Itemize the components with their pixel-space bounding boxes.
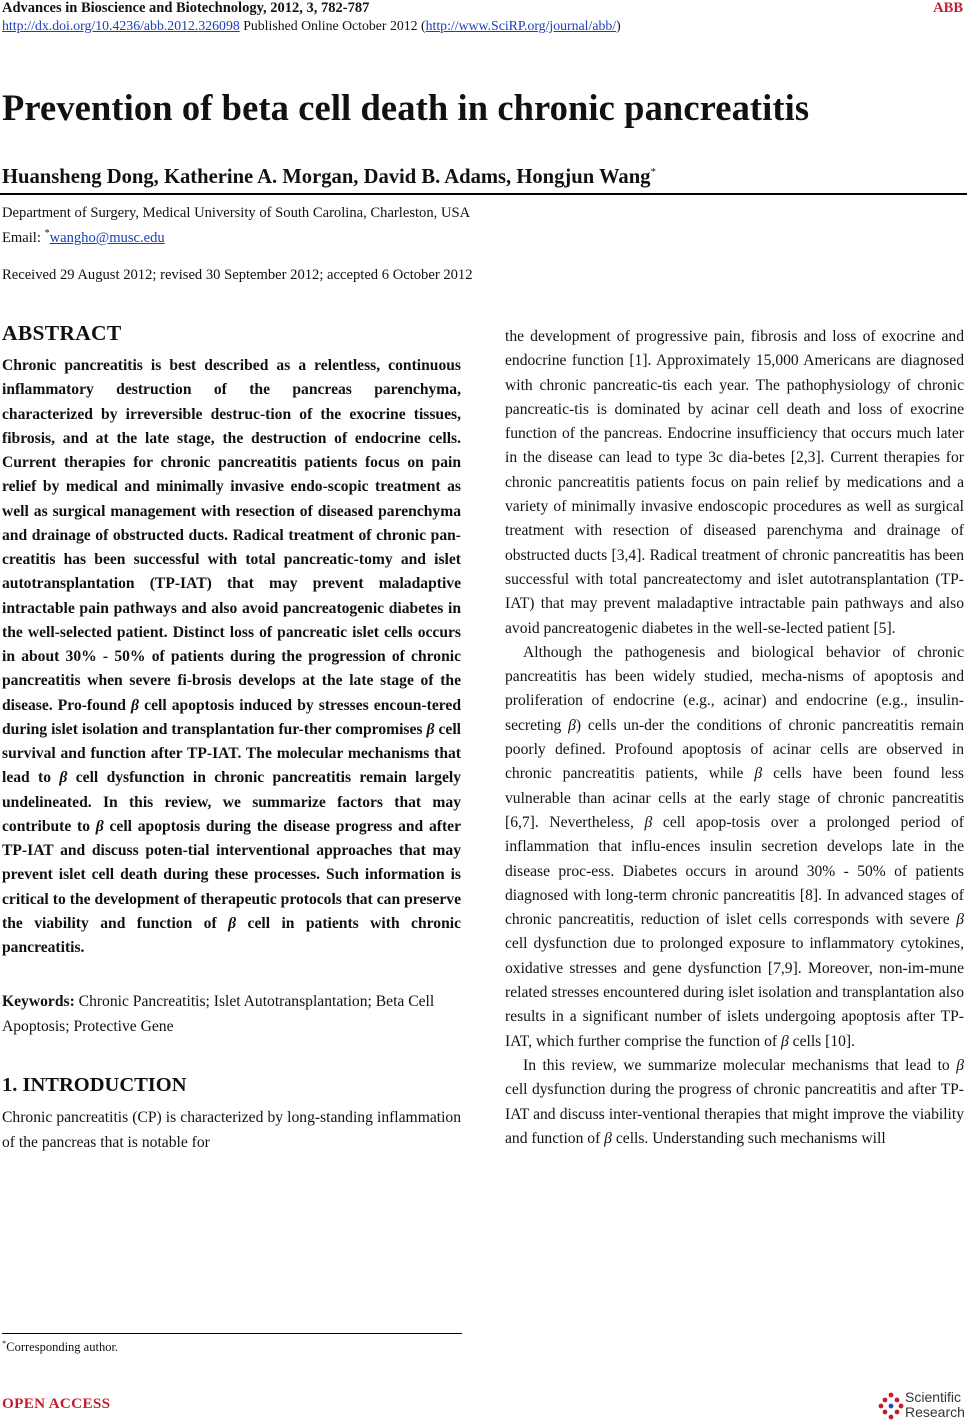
published-text: Published Online October 2012 ( [239, 18, 426, 33]
scientific-research-logo-icon [878, 1392, 904, 1420]
beta-symbol: β [568, 716, 576, 734]
abstract-heading: ABSTRACT [2, 321, 122, 345]
doi-link[interactable]: http://dx.doi.org/10.4236/abb.2012.326098 [2, 18, 240, 33]
beta-symbol: β [956, 1056, 964, 1074]
email-label: Email: [2, 229, 45, 246]
beta-symbol: β [131, 696, 140, 714]
affiliation: Department of Surgery, Medical University of South Carolina, Charleston, USA [2, 205, 471, 221]
beta-symbol: β [604, 1129, 612, 1147]
author-list [2, 166, 656, 189]
author-names: Huansheng Dong, Katherine A. Morgan, David B. Adams, Hongjun Wang [2, 166, 651, 188]
logo-line1: Scientific [905, 1389, 962, 1405]
doi-line [2, 18, 621, 34]
beta-symbol: β [644, 813, 653, 831]
beta-symbol: β [95, 817, 104, 835]
intro-paragraph-2: Although the pathogenesis and biological behavior of chronic pancreatitis has been widely studied, mecha-nisms of apoptosis and proliferation of endocrine (e.g., acinar) and endocrine (e.g., insulin-secreting β) cells un-der the conditions of chronic pancreatitis remain poorly defined. Profound apoptosis of acinar cells are observed in chronic pancreatitis patients, while β cells have been found less vulnerable than acinar cells at the early stage of chronic pancreatitis [6,7]. Nevertheless, β cell apop-tosis over a prolonged period of inflammation that influ-ences insulin secretion develops late in the disease proc-ess. Diabetes occurs in around 30% - 50% of patients diagnosed with long-term chronic pancreatitis [8]. In advanced stages of chronic pancreatitis, reduction of islet cells corresponds with severe β cell dysfunction due to prolonged exposure to inflammatory cytokines, oxidative stresses and gene dysfunction [7,9]. Moreover, non-im-mune related stresses encountered during islet isolation and transplantation also results in a significant number of islets undergoing apoptosis after TP-IAT, which further comprise the function of β cells [10]. [505, 643, 964, 1050]
beta-symbol: β [228, 914, 237, 932]
beta-symbol: β [780, 1032, 789, 1050]
abstract-text: Chronic pancreatitis is best described as a relentless, continuous inflammatory destruction of the pancreas parenchyma, characterized by irreversible destruc-tion of the exocrine tissues, fibrosis, and at the late stage, the destruction of endocrine cells. Current therapies for chronic pancreatitis patients focus on pain relief by medical and minimally invasive endo-scopic treatment as well as surgical management with resection of diseased parenchyma and drainage of obstructed ducts. Radical treatment of chronic pan-creatitis has been successful with total pancreatic-tomy and islet autotransplantation (TP-IAT) that may prevent maladaptive intractable pain pathways and also avoid pancreatogenic diabetes in the well-selected patient. Distinct loss of pancreatic islet cells occurs in about 30% - 50% of patients during the progression of chronic pancreatitis when severe fi-brosis develops at the late stage of the disease. Pro-found β cell apoptosis induced by stresses encoun-tered during islet isolation and transplantation fur-ther compromises β cell survival and function after TP-IAT. The molecular mechanisms that lead to β cell dysfunction in chronic pancreatitis remain largely undelineated. In this review, we summarize factors that may contribute to β cell apoptosis during the disease progress and after TP-IAT and discuss poten-tial interventional approaches that may prevent islet cell death during these processes. Such information is critical to the development of therapeutic protocols that can preserve the viability and function of β cell in patients with chronic pancreatitis. [2, 357, 462, 956]
corresponding-mark: * [650, 166, 656, 179]
beta-symbol: β [426, 720, 435, 738]
footnote-mark: * [2, 1338, 7, 1348]
right-column [505, 325, 964, 1151]
footnote-divider [2, 1333, 462, 1334]
keywords-label: Keywords: [2, 993, 75, 1011]
beta-symbol: β [59, 769, 68, 787]
beta-symbol: β [754, 765, 763, 783]
email-mark: * [44, 228, 50, 239]
keywords [2, 990, 461, 1039]
logo-line2: Research [905, 1404, 965, 1420]
title-divider [0, 193, 967, 195]
logo-text [905, 1390, 965, 1420]
intro-paragraph-cont: the development of progressive pain, fibrosis and loss of exocrine and endocrine function [1]. Approximately 15,000 Americans are diagnosed with chronic pancreatic-tis each year. The pathophysiology of chronic pancreatic-tis is dominated by acinar cell death and loss of exocrine function of the pancreas. Endocrine insufficiency that occurs much later in the disease can lead to type 3c dia-betes [2,3]. Current therapies for chronic pancreatitis patients focus on pain relief by medications and a variety of minimally invasive endoscopic procedures as well as surgical treatment with resection of diseased parenchyma and drainage of obstructed ducts [3,4]. Radical treatment of chronic pancreatitis has been successful with total pancreatectomy and islet autotransplantation (TP-IAT) that may prevent maladaptive intractable pain pathways and also avoid pancreatogenic diabetes in the well-se-lected patient [5]. [505, 328, 964, 637]
keywords-text: Chronic Pancreatitis; Islet Autotransplantation; Beta Cell Apoptosis; Protective Gene [2, 993, 435, 1035]
beta-symbol: β [956, 911, 964, 929]
article-title: Prevention of beta cell death in chronic pancreatitis [2, 87, 810, 128]
intro-paragraph-3: In this review, we summarize molecular mechanisms that lead to β cell dysfunction during the progress of chronic pancreatitis and after TP-IAT and discuss inter-ventional therapies that might improve the viability and function of β cells. Understanding such mechanisms will [505, 1056, 964, 1147]
intro-paragraph: Chronic pancreatitis (CP) is characterized by long-standing inflammation of the pancreas that is notable for [2, 1109, 461, 1151]
journal-code: ABB [933, 0, 963, 16]
open-access-label: OPEN ACCESS [2, 1395, 111, 1412]
email-line [2, 228, 165, 247]
journal-url-link[interactable]: http://www.SciRP.org/journal/abb/ [425, 18, 617, 33]
received-dates: Received 29 August 2012; revised 30 September 2012; accepted 6 October 2012 [2, 267, 473, 283]
publisher-logo[interactable] [878, 1389, 966, 1423]
close-paren: ) [616, 18, 621, 33]
footnote [2, 1338, 118, 1355]
left-column [2, 320, 461, 1155]
journal-citation: Advances in Bioscience and Biotechnology, 2012, 3, 782-787 [2, 0, 370, 16]
introduction-heading: 1. INTRODUCTION [2, 1074, 187, 1097]
footnote-text: Corresponding author. [6, 1340, 119, 1355]
email-link[interactable]: wangho@musc.edu [49, 229, 165, 246]
